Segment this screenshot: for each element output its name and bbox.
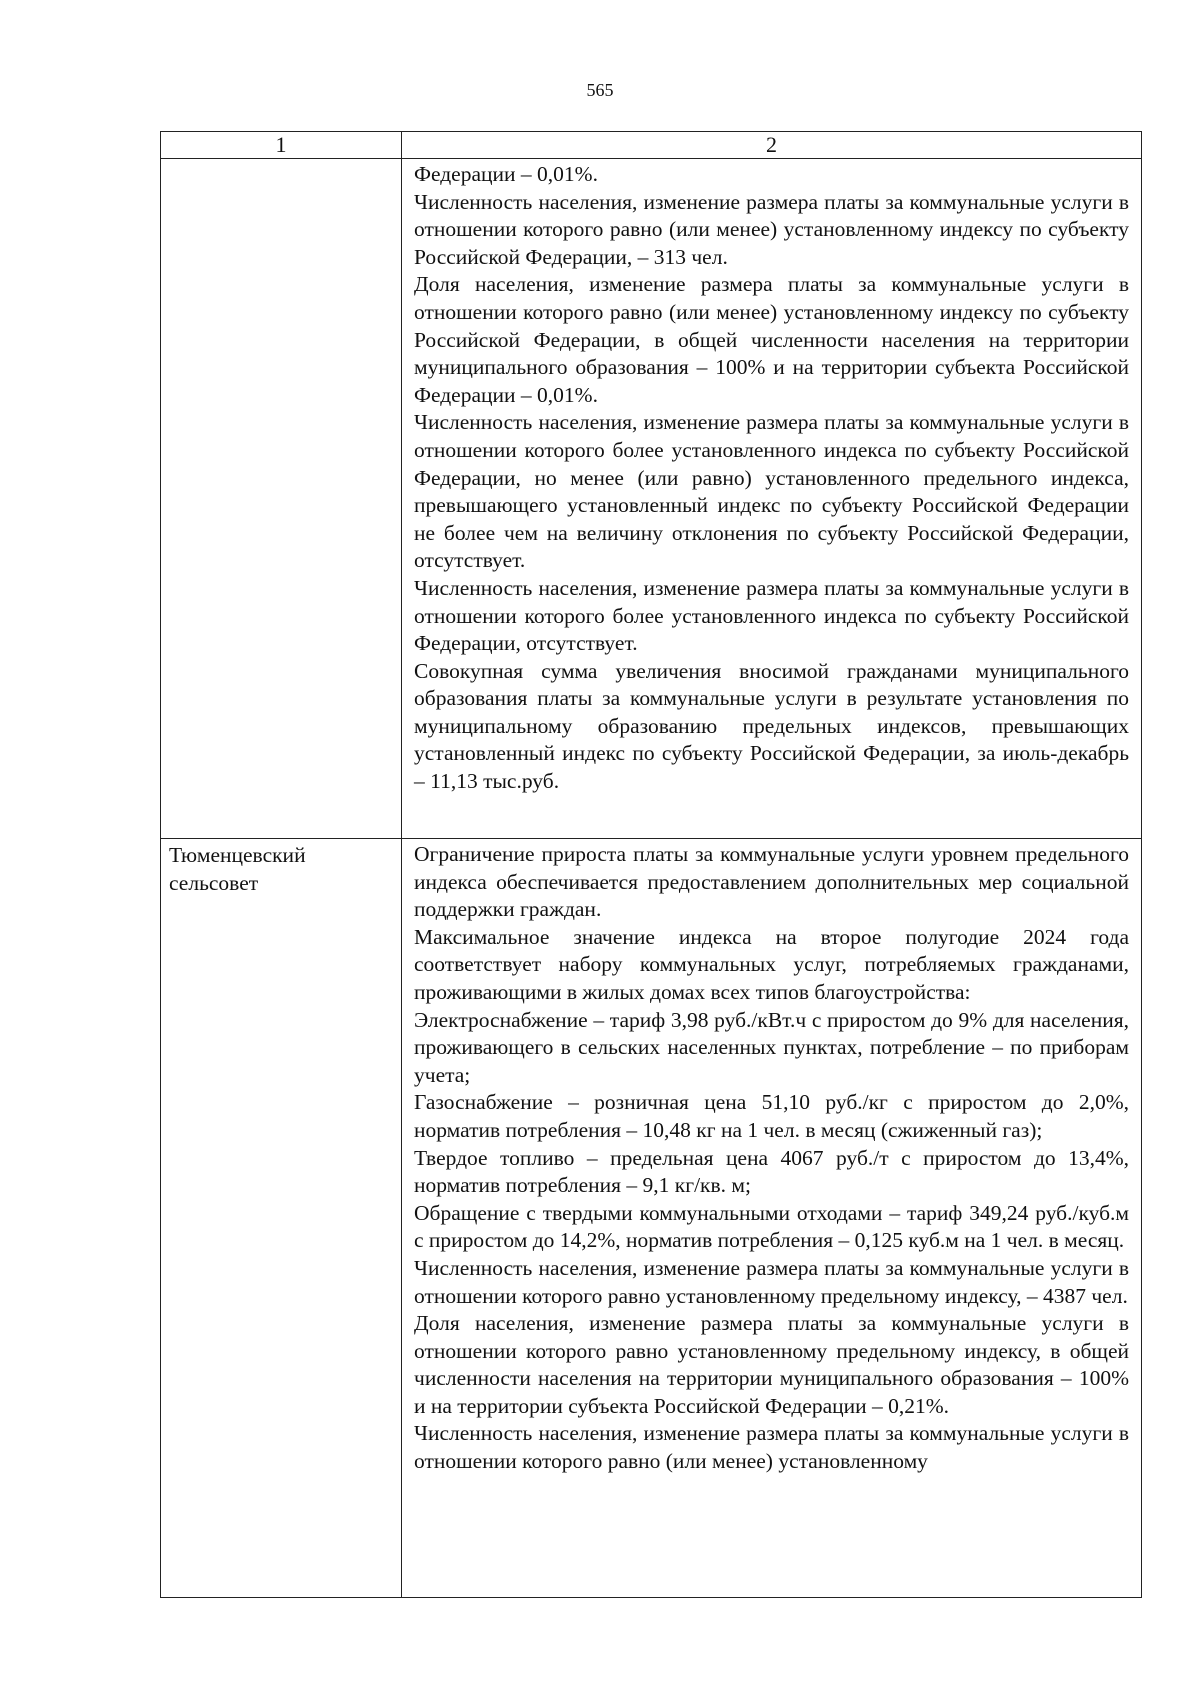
paragraph: Электроснабжение – тариф 3,98 руб./кВт.ч с приростом до 9% для населения, проживающего в сельских населенных пунктах, потребление – по приборам учета; — [414, 1007, 1129, 1087]
page-number: 565 — [586, 80, 614, 100]
table-header-row — [161, 132, 1142, 159]
municipality-cell: Тюменцевский сельсовет — [161, 839, 402, 1598]
column-header-2: 2 — [402, 132, 1142, 159]
table-row — [161, 839, 1142, 1598]
paragraph: Федерации – 0,01%. — [414, 162, 598, 186]
paragraph: Обращение с твердыми коммунальными отходами – тариф 349,24 руб./куб.м с приростом до 14,2%, норматив потребления – 0,125 куб.м на 1 чел. в месяц. — [414, 1200, 1129, 1253]
paragraph: Ограничение прироста платы за коммунальные услуги уровнем предельного индекса обеспечивается предоставлением дополнительных мер социальной поддержки граждан. — [414, 842, 1129, 922]
data-table — [160, 131, 1142, 1598]
municipality-cell — [161, 159, 402, 839]
column-header-1: 1 — [161, 132, 402, 159]
description-cell — [402, 839, 1142, 1598]
paragraph: Доля населения, изменение размера платы за коммунальные услуги в отношении которого равно установленному предельному индексу, в общей численности населения на территории муниципального образования – 100% и на территории субъекта Российской Федерации – 0,21%. — [414, 1311, 1129, 1418]
paragraph: Численность населения, изменение размера платы за коммунальные услуги в отношении которого более установленного индекса по субъекту Российской Федерации, но менее (или равно) установленного предельного индекса, превышающего установленный индекс по субъекту Российской Федерации не более чем на величину отклонения по субъекту Российской Федерации, отсутствует. — [414, 410, 1129, 573]
paragraph: Численность населения, изменение размера платы за коммунальные услуги в отношении которого равно (или менее) установленному индексу по субъекту Российской Федерации, – 313 чел. — [414, 189, 1129, 269]
paragraph: Совокупная сумма увеличения вносимой гражданами муниципального образования платы за коммунальные услуги в результате установления по муниципальному образованию предельных индексов, превышающих установленный индекс по субъекту Российской Федерации, за июль-декабрь – 11,13 тыс.руб. — [414, 658, 1129, 794]
paragraph: Твердое топливо – предельная цена 4067 руб./т с приростом до 13,4%, норматив потребления – 9,1 кг/кв. м; — [414, 1145, 1129, 1198]
paragraph: Численность населения, изменение размера платы за коммунальные услуги в отношении которого равно (или менее) установленному — [414, 1421, 1129, 1474]
paragraph: Максимальное значение индекса на второе полугодие 2024 года соответствует набору коммунальных услуг, потребляемых гражданами, проживающими в жилых домах всех типов благоустройства: — [414, 924, 1129, 1004]
description-cell — [402, 159, 1142, 839]
table-row — [161, 159, 1142, 839]
paragraph: Газоснабжение – розничная цена 51,10 руб./кг с приростом до 2,0%, норматив потребления – 10,48 кг на 1 чел. в месяц (сжиженный газ); — [414, 1090, 1129, 1142]
paragraph: Численность населения, изменение размера платы за коммунальные услуги в отношении которого равно установленному предельному индексу, – 4387 чел. — [414, 1255, 1129, 1308]
paragraph: Доля населения, изменение размера платы за коммунальные услуги в отношении которого равно (или менее) установленному индексу по субъекту Российской Федерации, в общей численности населения на территории муниципального образования – 100% и на территории субъекта Российской Федерации – 0,01%. — [414, 272, 1129, 407]
paragraph: Численность населения, изменение размера платы за коммунальные услуги в отношении которого более установленного индекса по субъекту Российской Федерации, отсутствует. — [414, 575, 1129, 656]
